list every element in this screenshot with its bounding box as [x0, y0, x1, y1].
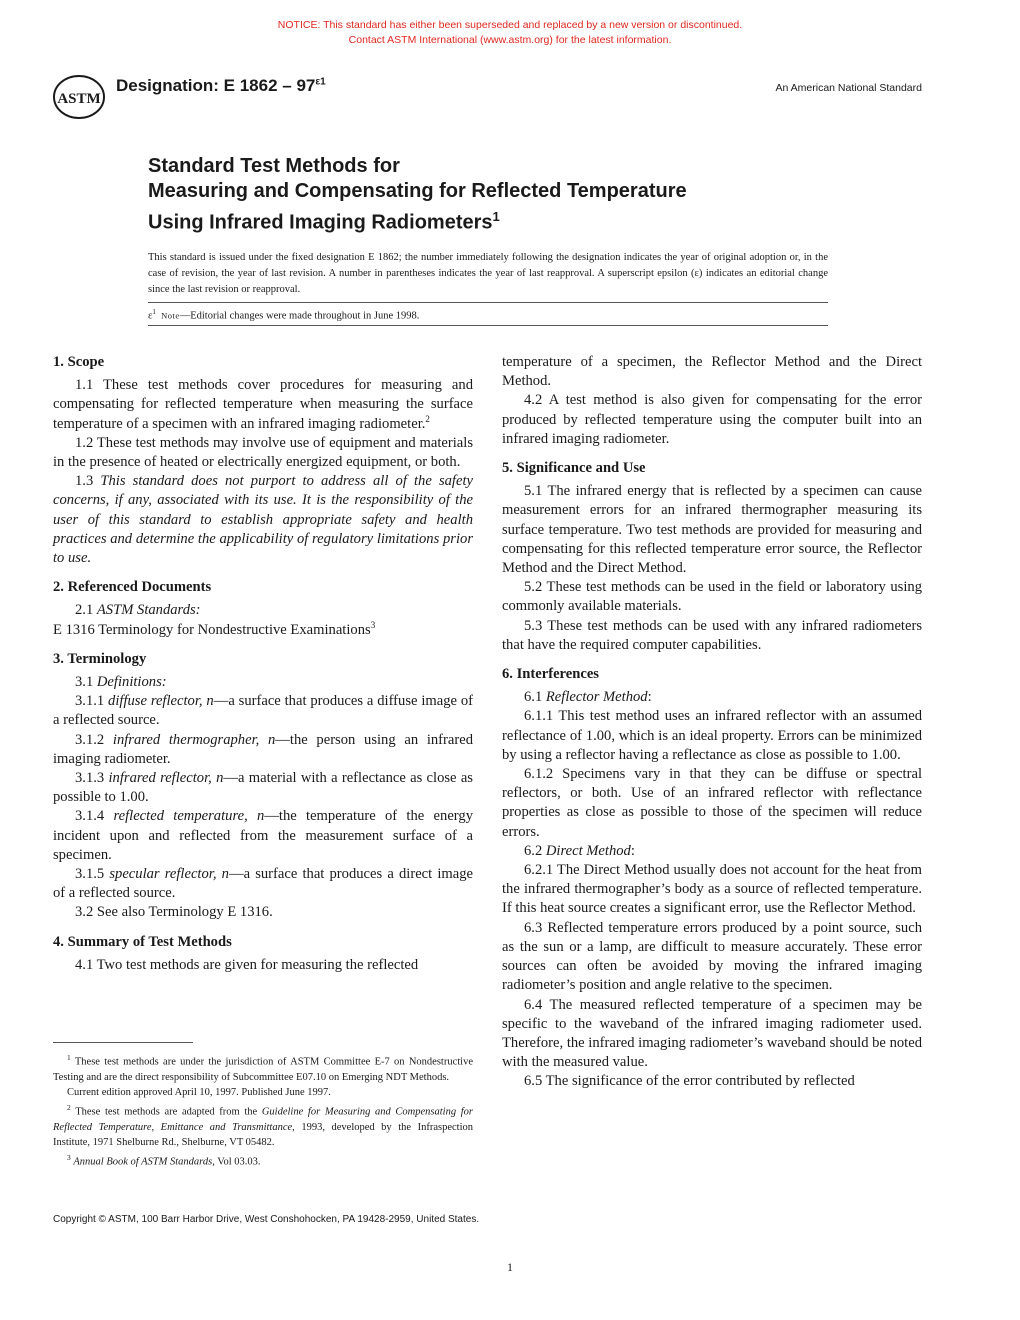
designation-text: Designation: E 1862 – 97 [116, 76, 316, 95]
para-6-1-2: 6.1.2 Specimens vary in that they can be diffuse or spectral reflectors, or both. Use of an infrared reflector with reflectance properties as close as possible to those of the specimen will reduce errors. [502, 766, 922, 840]
para-1-3: 1.3 This standard does not purport to address all of the safety concerns, if any, associated with its use. It is the responsibility of the user of this standard to establish appropriate safety and health practices and determine the applicability of regulatory limitations prior to use. [53, 473, 473, 567]
para-5-2: 5.2 These test methods can be used in the field or laboratory using commonly available materials. [502, 579, 922, 615]
reference-e1316: E 1316 Terminology for Nondestructive Examinations$^3$ [53, 619, 376, 638]
para-6-5: 6.5 The significance of the error contributed by reflected [524, 1073, 855, 1090]
para-1-1: 1.1 These test methods cover procedures for measuring and compensating for reflected temperature when measuring the surface temperature of a specimen with an infrared imaging radiometer.$^2$ [53, 377, 473, 432]
definition-3-1-3: 3.1.3 infrared reflector, n—a material with a reflectance as close as possible to 1.00. [53, 770, 473, 806]
para-6-1-1: 6.1.1 This test method uses an infrared reflector with an assumed reflectance of 1.00, which is an ideal property. Errors can be minimized by using a reflector having a reflectance as close as possible to 1.00. [502, 708, 922, 763]
rule-bottom [148, 325, 828, 326]
para-6-2: 6.2 Direct Method: [524, 842, 635, 859]
page-number: 1 [507, 1260, 513, 1274]
title-line-1: Standard Test Methods for [148, 155, 400, 177]
para-5-3: 5.3 These test methods can be used with any infrared radiometers that have the required computer capabilities. [502, 617, 922, 653]
right-column [502, 353, 922, 1092]
definition-3-1-4: 3.1.4 reflected temperature, n—the temperature of the energy incident upon and reflected from the measurement surface of a specimen. [53, 808, 473, 863]
heading-referenced-documents: 2. Referenced Documents [53, 579, 212, 596]
heading-summary: 4. Summary of Test Methods [53, 933, 232, 950]
left-column [53, 353, 473, 975]
para-4-2: 4.2 A test method is also given for compensating for the error produced by reflected temperature using the computer built into an infrared imaging radiometer. [502, 392, 922, 447]
american-national-standard: An American National Standard [775, 82, 922, 94]
definition-3-1-5: 3.1.5 specular reflector, n—a surface that produces a direct image of a reflected source. [53, 866, 474, 902]
document-title [148, 154, 868, 236]
logo-text: ASTM [57, 91, 101, 107]
para-3-1: 3.1 Definitions: [75, 674, 167, 691]
editorial-note: $\varepsilon^1$ Note—Editorial changes were made throughout in June 1998. [148, 308, 420, 322]
para-4-1: 4.1 Two test methods are given for measuring the reflected [75, 956, 419, 973]
title-line-3: Using Infrared Imaging Radiometers$^1$ [148, 209, 500, 234]
heading-terminology: 3. Terminology [53, 650, 147, 667]
para-3-2: 3.2 See also Terminology E 1316. [75, 904, 273, 921]
title-sup: 1 [492, 209, 500, 224]
heading-scope: 1. Scope [53, 354, 105, 370]
para-6-2-1: 6.2.1 The Direct Method usually does not account for the heat from the infrared thermographer’s body as a source of reflected temperature. If this heat source creates a significant error, use the Reflector Method. [502, 862, 922, 917]
footnote-1-edition: Current edition approved April 10, 1997. Published June 1997. [67, 1086, 331, 1098]
para-6-3: 6.3 Reflected temperature errors produced by a point source, such as the sun or a lamp, are difficult to measure accurately. These error sources can often be avoided by moving the infrared imaging radiometer’s position and angle relative to the specimen. [502, 919, 922, 994]
definition-3-1-1: 3.1.1 diffuse reflector, n—a surface that produces a diffuse image of a reflected source. [53, 693, 474, 729]
issue-statement: This standard is issued under the fixed designation E 1862; the number immediately following the designation indicates the year of original adoption or, in the case of revision, the year of last revision. A number in parentheses indicates the year of last reapproval. A superscript epsilon (ε) indicates an editorial change since the last revision or reapproval. [148, 252, 828, 295]
footnote-1: $^1$ These test methods are under the jurisdiction of ASTM Committee E-7 on Nondestructive Testing and are the direct responsibility of Subcommittee E07.10 on Emerging NDT Methods. [53, 1053, 473, 1083]
rule-top [148, 302, 828, 303]
title-line-2: Measuring and Compensating for Reflected Temperature [148, 180, 687, 202]
heading-significance: 5. Significance and Use [502, 460, 646, 477]
para-5-1: 5.1 The infrared energy that is reflected by a specimen can cause measurement errors for an infrared thermographer measuring its surface temperature. Two test methods are provided for measuring and compensating for this reflected temperature error source, the Reflector Method and the Direct Method. [502, 483, 922, 577]
definition-3-1-2: 3.1.2 infrared thermographer, n—the person using an infrared imaging radiometer. [53, 731, 473, 767]
para-4-1-cont: temperature of a specimen, the Reflector Method and the Direct Method. [502, 354, 922, 390]
para-1-2: 1.2 These test methods may involve use of equipment and materials in the presence of heated or electrically energized equipment, or both. [53, 434, 473, 471]
para-2-1: 2.1 ASTM Standards: [75, 602, 201, 619]
para-6-4: 6.4 The measured reflected temperature of a specimen may be specific to the waveband of the infrared imaging radiometer used. Therefore, the infrared imaging radiometer’s waveband should be noted with the measured value. [502, 996, 922, 1071]
notice-line-2: Contact ASTM International (www.astm.org) for the latest information. [348, 34, 672, 46]
footnote-3: $^3$ Annual Book of ASTM Standards, Vol 03.03. [67, 1153, 261, 1168]
para-6-1: 6.1 Reflector Method: [524, 689, 652, 706]
footnotes [53, 1050, 473, 1170]
astm-logo [52, 74, 106, 120]
footnote-rule [53, 1042, 193, 1043]
designation-sup: ε1 [315, 76, 326, 88]
copyright: Copyright © ASTM, 100 Barr Harbor Drive, West Conshohocken, PA 19428-2959, United States. [53, 1214, 480, 1225]
footnote-2: $^2$ These test methods are adapted from the Guideline for Measuring and Compensating for Reflected Temperature, Emittance and Transmittance, 1993, developed by the Infraspection Institute, 1971 Shelburne Rd., Shelburne, VT 05482. [53, 1103, 474, 1149]
designation [116, 76, 326, 96]
heading-interferences: 6. Interferences [502, 666, 599, 683]
notice-line-1: NOTICE: This standard has either been superseded and replaced by a new version or discontinued. [277, 19, 743, 31]
